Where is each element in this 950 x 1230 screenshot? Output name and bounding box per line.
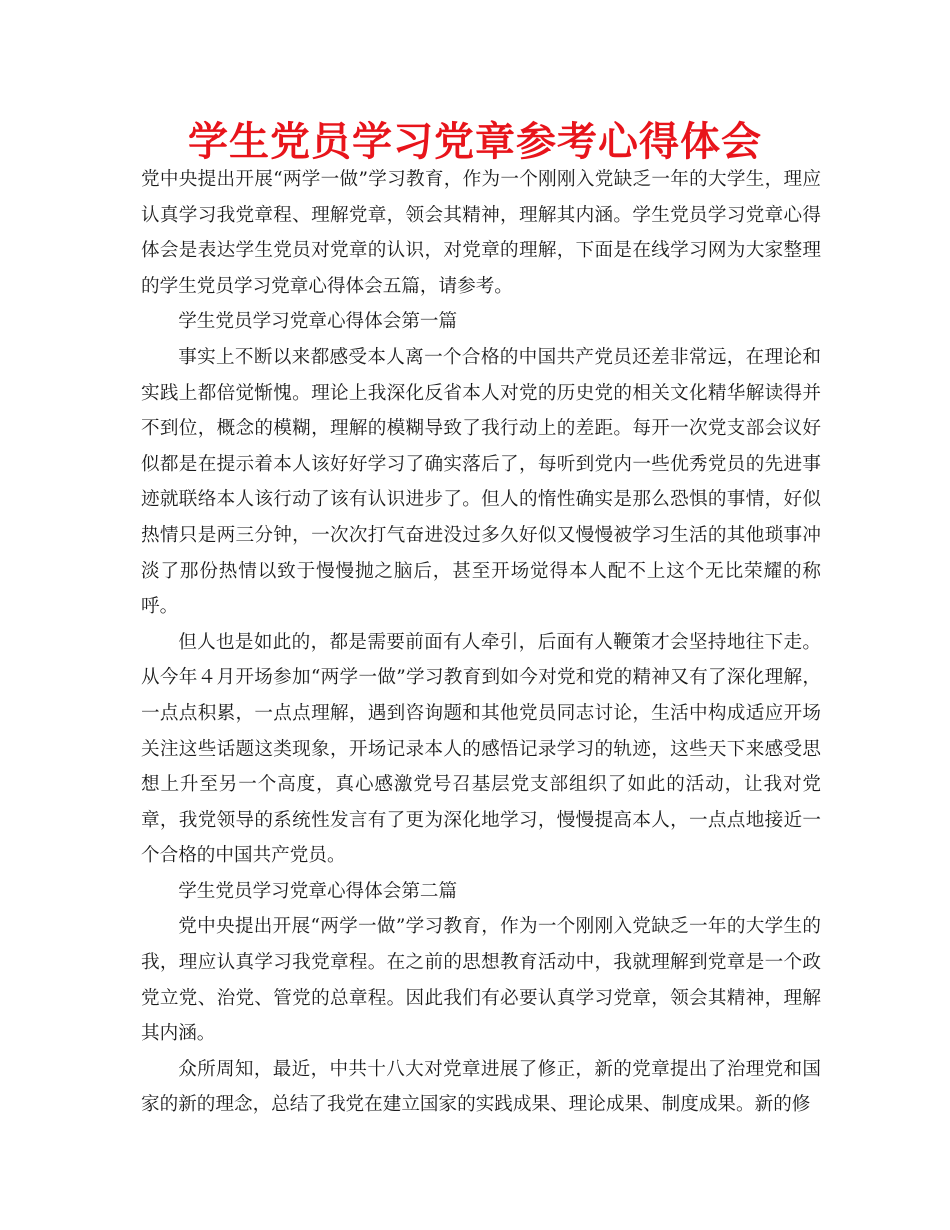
section-heading-first: 学生党员学习党章心得体会第一篇 xyxy=(178,311,458,333)
paragraph-intro: 党中央提出开展“两学一做”学习教育，作为一个刚刚入党缺乏一年的大学生，理应认真学习我党章程、理解党章，领会其精神，理解其内涵。学生党员学习党章心得体会是表达学生党员对党章的认识，对党章的理解，下面是在线学习网为大家整理的学生党员学习党章心得体会五篇，请参考。 xyxy=(141,169,821,297)
paragraph: 党中央提出开展“两学一做”学习教育，作为一个刚刚入党缺乏一年的大学生的我，理应认真学习我党章程。在之前的思想教育活动中，我就理解到党章是一个政党立党、治党、管党的总章程。因此我们有必要认真学习党章，领会其精神，理解其内涵。 xyxy=(141,916,821,1045)
section-heading-second: 学生党员学习党章心得体会第二篇 xyxy=(178,880,458,902)
paragraph: 众所周知，最近，中共十八大对党章进展了修正，新的党章提出了治理党和国家的新的理念，总结了我党在建立国家的实践成果、理论成果、制度成果。新的修 xyxy=(141,1058,821,1116)
paragraph: 但人也是如此的，都是需要前面有人牵引，后面有人鞭策才会坚持地往下走。从今年４月开场参加“两学一做”学习教育到如今对党和党的精神又有了深化理解，一点点积累，一点点理解，遇到咨询题和其他党员同志讨论，生活中构成适应开场关注这些话题这类现象，开场记录本人的感悟记录学习的轨迹，这些天下来感受思想上升至另一个高度，真心感激党号召基层党支部组织了如此的活动，让我对党章，我党领导的系统性发言有了更为深化地学习，慢慢提高本人，一点点地接近一个合格的中国共产党员。 xyxy=(141,631,821,867)
paragraph: 事实上不断以来都感受本人离一个合格的中国共产党员还差非常远，在理论和实践上都倍觉惭愧。理论上我深化反省本人对党的历史党的相关文化精华解读得并不到位，概念的模糊，理解的模糊导致了我行动上的差距。每开一次党支部会议好似都是在提示着本人该好好学习了确实落后了，每听到党内一些优秀党员的先进事迹就联络本人该行动了该有认识进步了。但人的惰性确实是那么恐惧的事情，好似热情只是两三分钟，一次次打气奋进没过多久好似又慢慢被学习生活的其他琐事冲淡了那份热情以致于慢慢抛之脑后，甚至开场觉得本人配不上这个无比荣耀的称呼。 xyxy=(141,346,821,618)
document-title: 学生党员学习党章参考心得体会 xyxy=(188,119,762,165)
document-body xyxy=(141,162,821,1123)
